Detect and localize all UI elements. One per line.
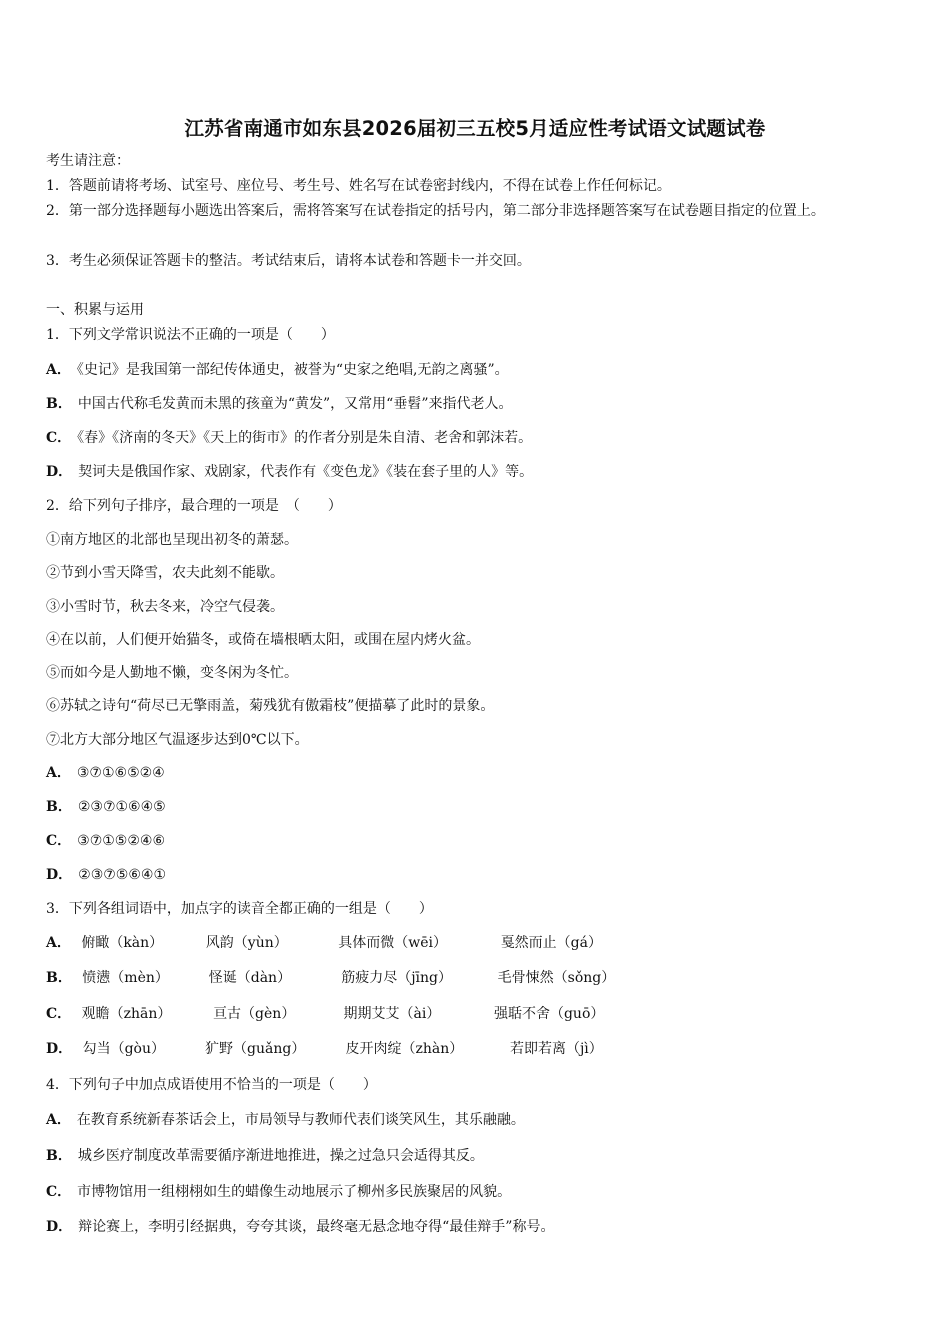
option-text: 市博物馆用一组栩栩如生的蜡像生动地展示了柳州多民族聚居的风貌。 [77, 1184, 512, 1200]
word-item: 愤懑（mèn） [82, 970, 169, 986]
page-title: 江苏省南通市如东县2026届初三五校5月适应性考试语文试题试卷 [184, 117, 766, 140]
word-item: 俯瞰（kàn） [81, 935, 164, 951]
option-label: D． [46, 1041, 73, 1057]
question-stem: 2．给下列句子排序，最合理的一项是 （ ） [46, 498, 342, 514]
option-label: A． [46, 765, 71, 781]
option-row [46, 763, 165, 783]
option-label: D． [46, 1219, 73, 1235]
notice-heading: 考生请注意： [46, 153, 130, 169]
word-item: 勾当（gòu） [82, 1041, 166, 1057]
sentence: ③小雪时节，秋去冬来，冷空气侵袭。 [46, 599, 284, 615]
notice-item: 1．答题前请将考场、试室号、座位号、考生号、姓名写在试卷密封线内，不得在试卷上作任何标记。 [46, 178, 671, 194]
option-label: B． [46, 396, 72, 412]
option-label: B． [46, 970, 72, 986]
option-row [46, 462, 533, 482]
option-label: B． [46, 1148, 72, 1164]
option-row [46, 831, 165, 851]
option-row [46, 1039, 603, 1059]
sentence: ①南方地区的北部也呈现出初冬的萧瑟。 [46, 532, 298, 548]
option-row [46, 1146, 484, 1166]
sentence: ⑥苏轼之诗句“荷尽已无擎雨盖，菊残犹有傲霜枝”便描摹了此时的景象。 [46, 698, 495, 714]
option-row [46, 394, 512, 414]
option-row [46, 933, 602, 953]
option-label: A． [46, 362, 71, 378]
option-row [46, 1182, 511, 1202]
option-label: D． [46, 464, 73, 480]
option-row [46, 1110, 525, 1130]
option-text: 《春》《济南的冬天》《天上的街市》的作者分别是朱自清、老舍和郭沫若。 [77, 430, 533, 446]
option-text: ②③⑦⑤⑥④① [78, 867, 166, 883]
question-stem: 3．下列各组词语中，加点字的读音全都正确的一组是（ ） [46, 901, 433, 917]
option-label: D． [46, 867, 73, 883]
option-text: ③⑦①⑤②④⑥ [77, 833, 166, 849]
word-item: 怪诞（dàn） [208, 970, 292, 986]
sentence: ⑦北方大部分地区气温逐步达到0℃以下。 [46, 732, 309, 748]
option-row [46, 797, 166, 817]
word-item: 皮开肉绽（zhàn） [345, 1041, 464, 1057]
word-item: 风韵（yùn） [205, 935, 288, 951]
option-row [46, 428, 532, 448]
option-text: 辩论赛上，李明引经据典，夸夸其谈，最终毫无悬念地夺得“最佳辩手”称号。 [78, 1219, 555, 1235]
question-stem: 4．下列句子中加点成语使用不恰当的一项是（ ） [46, 1077, 377, 1093]
sentence: ④在以前，人们便开始猫冬，或倚在墙根晒太阳，或围在屋内烤火盆。 [46, 632, 480, 648]
option-text: 《史记》是我国第一部纪传体通史，被誉为“史家之绝唱,无韵之离骚”。 [76, 362, 509, 378]
section-heading: 一、积累与运用 [46, 302, 144, 318]
option-label: C． [46, 833, 72, 849]
option-row [46, 360, 509, 380]
option-row [46, 1217, 554, 1237]
option-label: A． [46, 1112, 71, 1128]
option-text: 契诃夫是俄国作家、戏剧家，代表作有《变色龙》《装在套子里的人》等。 [78, 464, 534, 480]
option-label: B． [46, 799, 72, 815]
option-text: 中国古代称毛发黄而未黑的孩童为“黄发”，又常用“垂髫”来指代老人。 [77, 396, 513, 412]
option-text: ②③⑦①⑥④⑤ [77, 799, 166, 815]
option-label: C． [46, 1006, 72, 1022]
option-label: A． [46, 935, 71, 951]
word-item: 毛骨悚然（sǒng） [497, 970, 616, 986]
notice-item: 2．第一部分选择题每小题选出答案后，需将答案写在试卷指定的括号内，第二部分非选择题答案写在试卷题目指定的位置上。 [46, 203, 825, 219]
word-item: 筋疲力尽（jīng） [341, 970, 452, 986]
word-item: 亘古（gèn） [213, 1006, 296, 1022]
option-row [46, 1004, 604, 1024]
option-label: C． [46, 1184, 72, 1200]
option-row [46, 968, 615, 988]
notice-item: 3．考生必须保证答题卡的整洁。考试结束后，请将本试卷和答题卡一并交回。 [46, 253, 531, 269]
option-text: 城乡医疗制度改革需要循序渐进地推进，操之过急只会适得其反。 [77, 1148, 484, 1164]
option-row [46, 865, 166, 885]
option-label: C． [46, 430, 72, 446]
sentence: ②节到小雪天降雪，农夫此刻不能歇。 [46, 565, 284, 581]
word-item: 观瞻（zhān） [81, 1006, 172, 1022]
word-item: 犷野（guǎng） [205, 1041, 306, 1057]
sentence: ⑤而如今是人勤地不懒，变冬闲为冬忙。 [46, 665, 298, 681]
word-item: 强聒不舍（guō） [493, 1006, 605, 1022]
word-item: 若即若离（jì） [509, 1041, 603, 1057]
question-stem: 1．下列文学常识说法不正确的一项是（ ） [46, 327, 335, 343]
word-item: 戛然而止（gá） [500, 935, 602, 951]
option-text: 在教育系统新春茶话会上，市局领导与教师代表们谈笑风生，其乐融融。 [76, 1112, 525, 1128]
word-item: 期期艾艾（ài） [343, 1006, 441, 1022]
option-text: ③⑦①⑥⑤②④ [76, 765, 165, 781]
word-item: 具体而微（wēi） [338, 935, 447, 951]
